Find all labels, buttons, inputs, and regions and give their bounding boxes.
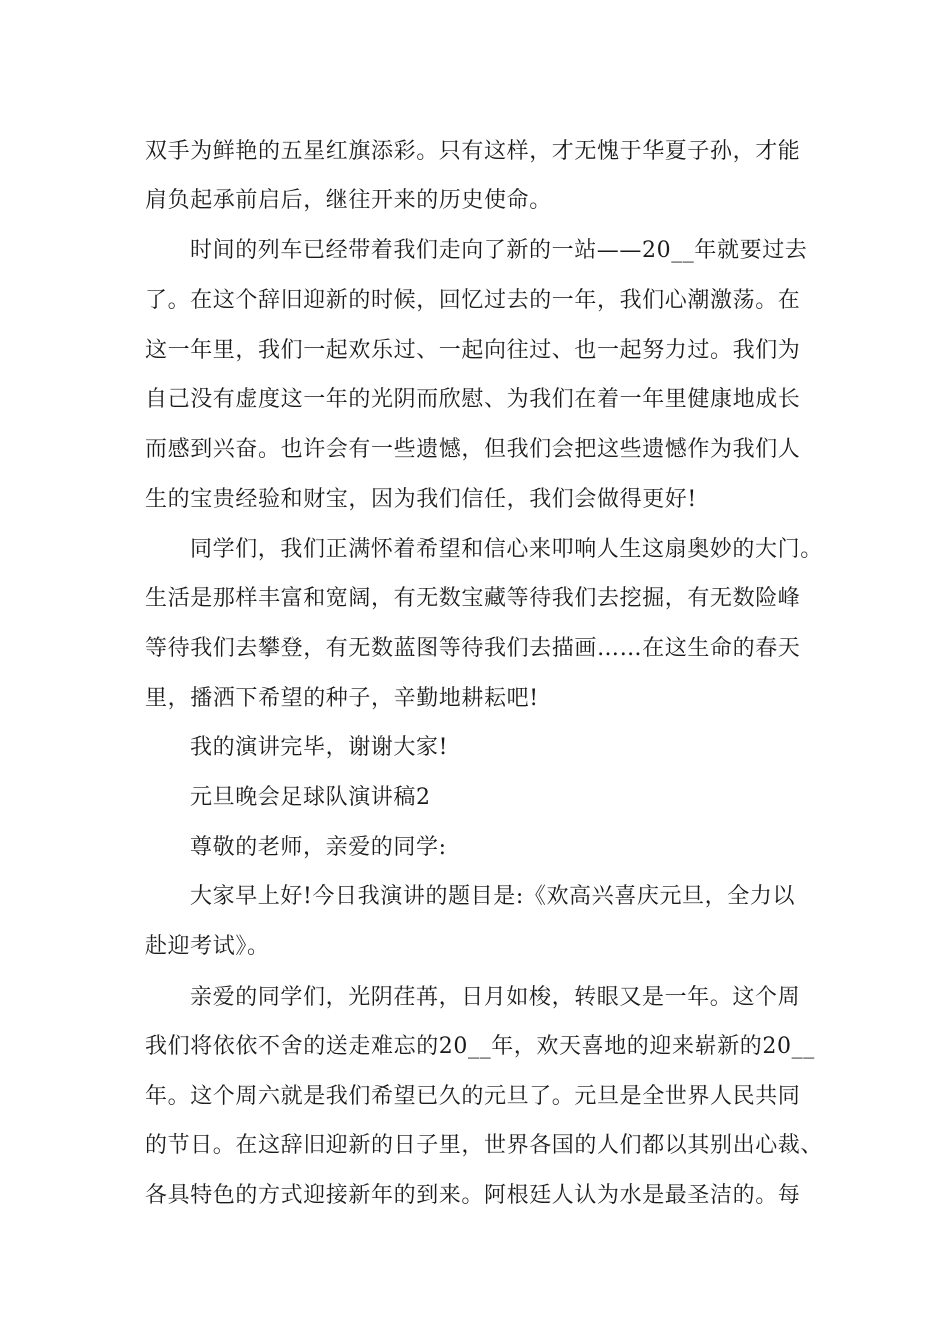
closing-line: 我的演讲完毕，谢谢大家! [190,735,449,760]
text-line: 赴迎考试》。 [145,934,270,959]
text-line: 年。这个周六就是我们希望已久的元旦了。元旦是全世界人民共同 [145,1084,801,1109]
text-line: 了。在这个辞旧迎新的时候，回忆过去的一年，我们心潮激荡。在 [145,288,801,313]
text-line: 自己没有虚度这一年的光阴而欣慰、为我们在着一年里健康地成长 [145,387,801,412]
text-line: 而感到兴奋。也许会有一些遗憾，但我们会把这些遗憾作为我们人 [145,437,801,462]
text-line: 里，播洒下希望的种子，辛勤地耕耘吧! [145,686,539,711]
salutation: 尊敬的老师，亲爱的同学: [190,835,447,860]
paragraph-start-line: 亲爱的同学们，光阴荏苒，日月如梭，转眼又是一年。这个周 [190,985,801,1010]
text-line: 等待我们去攀登，有无数蓝图等待我们去描画……在这生命的春天 [145,636,801,661]
text-line: 生活是那样丰富和宽阔，有无数宝藏等待我们去挖掘，有无数险峰 [145,586,801,611]
paragraph-start-line: 时间的列车已经带着我们走向了新的一站——20__年就要过去 [190,238,808,263]
section-title: 元旦晚会足球队演讲稿2 [190,785,431,810]
paragraph-start-line: 同学们，我们正满怀着希望和信心来叩响人生这扇奥妙的大门。 [190,537,823,562]
text-line: 的节日。在这辞旧迎新的日子里，世界各国的人们都以其别出心裁、 [145,1133,824,1158]
text-line: 这一年里，我们一起欢乐过、一起向往过、也一起努力过。我们为 [145,338,801,363]
paragraph-start-line: 大家早上好!今日我演讲的题目是:《欢高兴喜庆元旦，全力以 [190,884,796,909]
text-line: 各具特色的方式迎接新年的到来。阿根廷人认为水是最圣洁的。每 [145,1183,801,1208]
text-line: 肩负起承前启后，继往开来的历史使命。 [145,188,552,213]
text-line: 双手为鲜艳的五星红旗添彩。只有这样，才无愧于华夏子孙，才能 [145,139,801,164]
text-line: 我们将依依不舍的送走难忘的20__年，欢天喜地的迎来崭新的20__ [145,1034,815,1059]
text-line: 生的宝贵经验和财宝，因为我们信任，我们会做得更好! [145,487,697,512]
